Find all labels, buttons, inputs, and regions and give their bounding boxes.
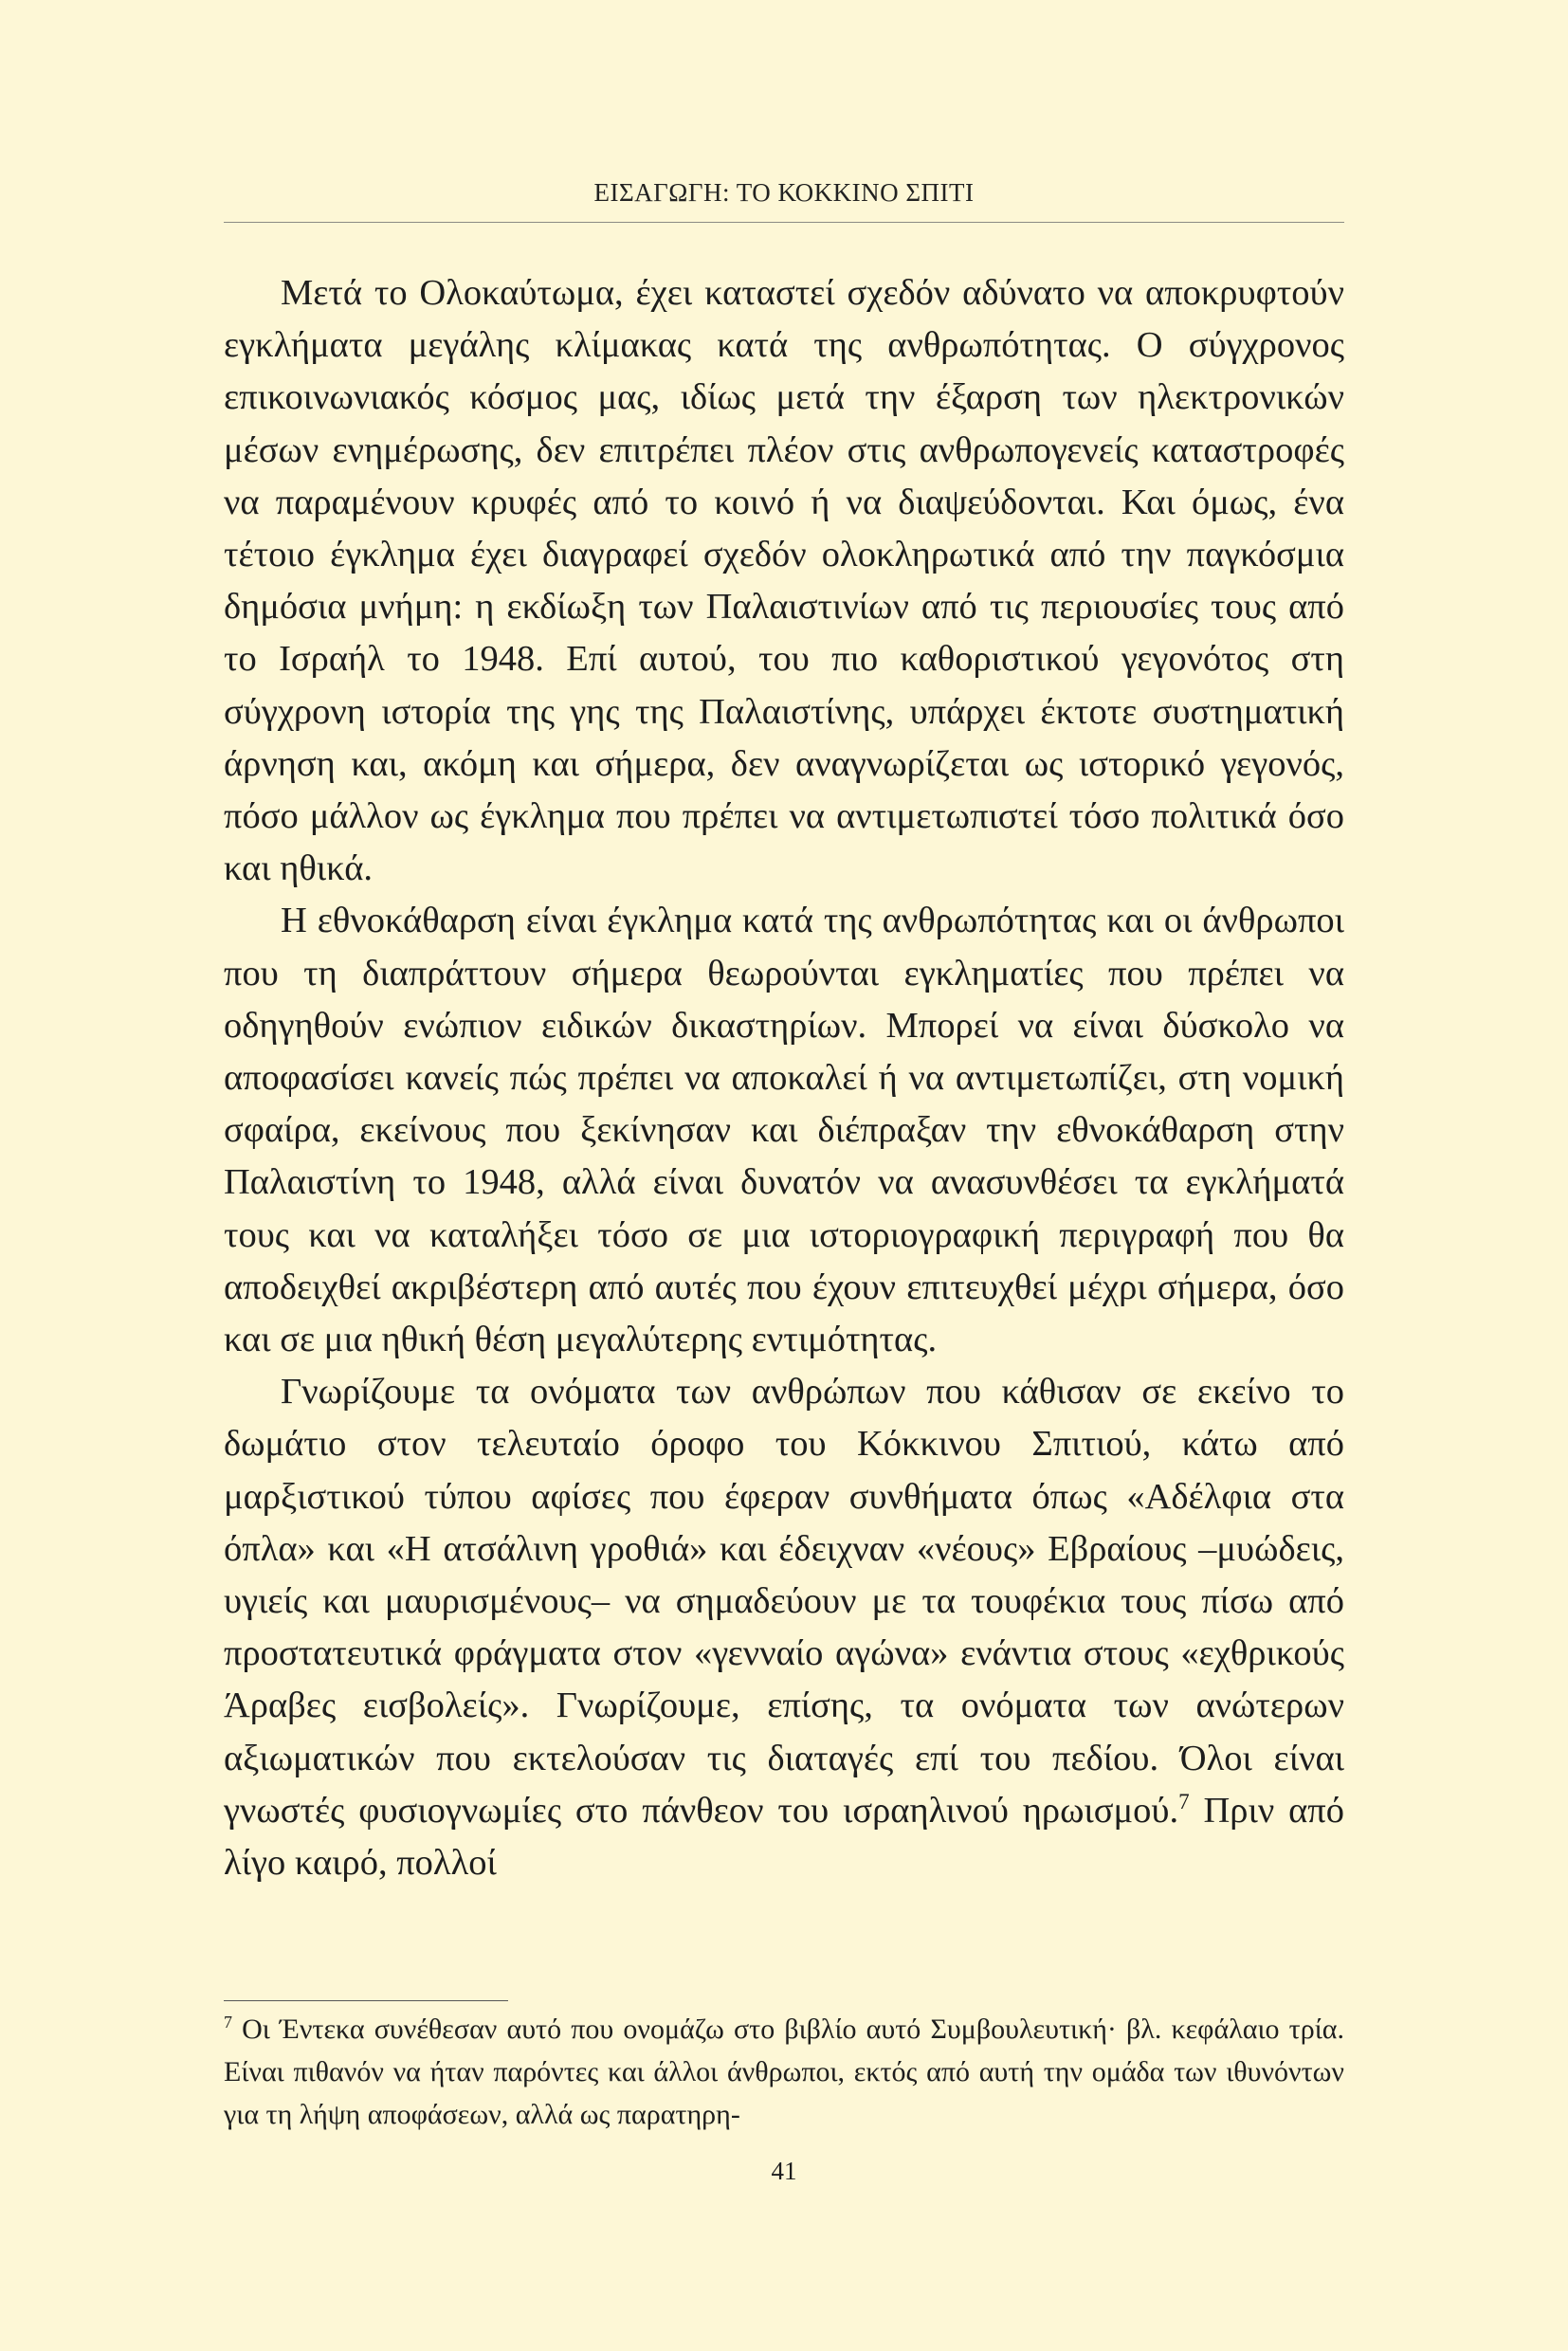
paragraph-2: Η εθνοκάθαρση είναι έγκλημα κατά της ανθρωπότητας και οι άνθρωποι που τη διαπράττουν σήμερα θεωρούνται εγκληματίες που πρέπει να οδηγηθούν ενώπιον ειδικών δικαστηρίων. Μπορεί να είναι δύσκολο να αποφασίσει κανείς πώς πρέπει να αποκαλεί ή να αντιμετωπίζει, στη νομική σφαίρα, εκείνους που ξεκίνησαν και διέπραξαν την εθνοκάθαρση στην Παλαιστίνη το 1948, αλλά είναι δυνατόν να ανασυνθέσει τα εγκλήματά τους και να καταλήξει τόσο σε μια ιστοριογραφική περιγραφή που θα αποδειχθεί ακριβέστερη από αυτές που έχουν επιτευχθεί μέχρι σήμερα, όσο και σε μια ηθική θέση μεγαλύτερης εντιμότητας. — [224, 901, 1344, 1360]
page-number: 41 — [771, 2157, 797, 2185]
footnote-number: 7 — [224, 2013, 232, 2032]
paragraph-3-text: Γνωρίζουμε τα ονόματα των ανθρώπων που κάθισαν σε εκείνο το δωμάτιο στον τελευταίο όροφο του Κόκκινου Σπιτιού, κάτω από μαρξιστικού τύπου αφίσες που έφεραν συνθήματα όπως «Αδέλφια στα όπλα» και «Η ατσάλινη γροθιά» και έδειχναν «νέους» Εβραίους –μυώδεις, υγιείς και μαυρισμένους– να σημαδεύουν με τα τουφέκια τους πίσω από προστατευτικά φράγματα στον «γενναίο αγώνα» ενάντια στους «εχθρικούς Άραβες εισβολείς». Γνωρίζουμε, επίσης, τα ονόματα των ανώτερων αξιωματικών που εκτελούσαν τις διαταγές επί του πεδίου. Όλοι είναι γνωστές φυσιογνωμίες στο πάνθεον του ισραηλινού ηρωισμού. — [224, 1372, 1344, 1831]
paragraph-1: Μετά το Ολοκαύτωμα, έχει καταστεί σχεδόν αδύνατο να αποκρυφτούν εγκλήματα μεγάλης κλίμακας κατά της ανθρωπότητας. Ο σύγχρονος επικοινωνιακός κόσμος μας, ιδίως μετά την έξαρση των ηλεκτρονικών μέσων ενημέρωσης, δεν επιτρέπει πλέον στις ανθρωπογενείς καταστροφές να παραμένουν κρυφές από το κοινό ή να διαψεύδονται. Και όμως, ένα τέτοιο έγκλημα έχει διαγραφεί σχεδόν ολοκληρωτικά από την παγκόσμια δημόσια μνήμη: η εκδίωξη των Παλαιστινίων από τις περιουσίες τους από το Ισραήλ το 1948. Επί αυτού, του πιο καθοριστικού γεγονότος στη σύγχρονη ιστορία της γης της Παλαιστίνης, υπάρχει έκτοτε συστηματική άρνηση και, ακόμη και σήμερα, δεν αναγνωρίζεται ως ιστορικό γεγονός, πόσο μάλλον ως έγκλημα που πρέπει να αντιμετωπιστεί τόσο πολιτικά όσο και ηθικά. — [224, 273, 1344, 889]
body-text — [224, 267, 1344, 1889]
footnote-ref-7[interactable]: 7 — [1178, 1789, 1190, 1814]
footnote-7 — [224, 2008, 1344, 2136]
book-page — [224, 0, 1344, 2351]
header-rule — [224, 222, 1344, 223]
footnotes — [224, 2008, 1344, 2136]
footnote-separator — [224, 2000, 508, 2001]
running-head: ΕΙΣΑΓΩΓΗ: ΤΟ ΚΟΚΚΙΝΟ ΣΠΙΤΙ — [593, 178, 975, 207]
paragraph-3 — [224, 1366, 1344, 1889]
footnote-text: Οι Έντεκα συνέθεσαν αυτό που ονομάζω στο βιβλίο αυτό Συμβουλευτική· βλ. κεφάλαιο τρία. Είναι πιθανόν να ήταν παρόντες και άλλοι άνθρωποι, εκτός από αυτή την ομάδα των ιθυνόντων για τη λήψη αποφάσεων, αλλά ως παρατηρη- — [224, 2014, 1344, 2130]
paragraph-3-continuation: Πριν από λίγο καιρό, πολλοί — [224, 1790, 1344, 1884]
